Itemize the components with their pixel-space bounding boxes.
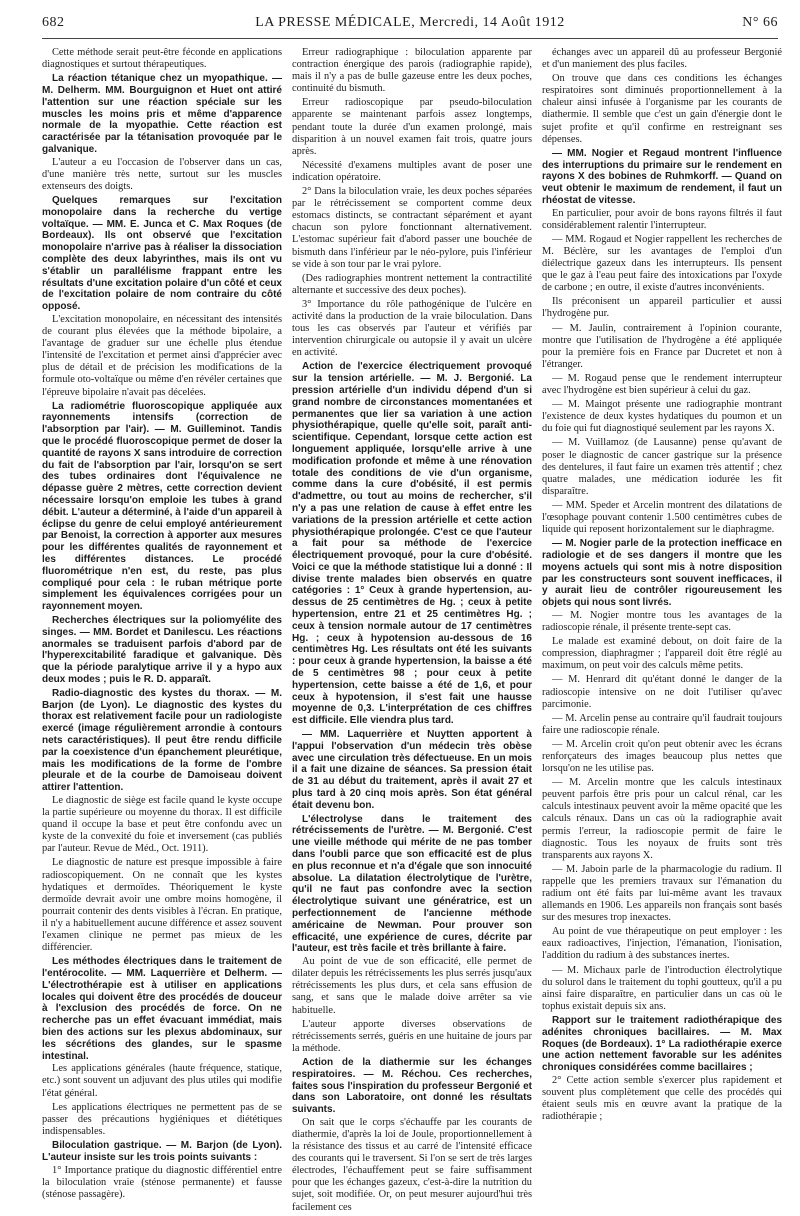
body-paragraph: Cette méthode serait peut-être féconde en applications diagnostiques et surtout thérapeutiques. <box>42 47 282 71</box>
body-paragraph: Le diagnostic de nature est presque impossible à faire radioscopiquement. On ne connaît que les kystes hydatiques et dermoïdes. Théoriquement le kyste dermoïde devrait avoir une ombre moins homogène, il pourrait contenir des dents visibles à l'écran. En pratique, il n'y a habituellement aucune différence et assez souvent l'examen clinique ne permet pas mieux de les différencier. <box>42 857 282 954</box>
body-paragraph: Les applications générales (haute fréquence, statique, etc.) sont souvent un adjuvant des plus utiles qui modifie l'état général. <box>42 1063 282 1099</box>
body-paragraph: — MM. Speder et Arcelin montrent des dilatations de l'œsophage pouvant contenir 1.500 centimètres cubes de liquide qui reposent horizontalement sur le diaphragme. <box>542 499 782 536</box>
section-heading-paragraph: Recherches électriques sur la poliomyélite des singes. — MM. Bordet et Danilescu. Les réactions anormales se traduisent parfois d'abord par de l'hyperexcitabilité faradique et galvanique. Dès que la période paralytique arrive il y a hypo aux deux modes ; puis le R. D. apparaît. <box>42 615 282 685</box>
body-paragraph: Au point de vue de son efficacité, elle permet de dilater depuis les rétrécissements les plus serrés jusqu'aux rétrécissements les plus durs, et cela sans effusion de sang, et sans que le malade doive arrêter sa vie habituelle. <box>292 956 532 1016</box>
body-paragraph: On trouve que dans ces conditions les échanges respiratoires sont diminués proportionnellement à la chaleur ainsi infusée à l'organisme par les courants de diathermie. Il semble que c'est un gain d'énergie dont le sujet profite et qu'il confirme en restreignant ses dépenses. <box>542 73 782 145</box>
section-heading-paragraph: L'électrolyse dans le traitement des rétrécissements de l'urètre. — M. Bergonié. C'est une vieille méthode qui mérite de ne pas tomber dans l'oubli parce que son efficacité est de plus en plus reconnue et n'a d'égale que son innocuité absolue. La dilatation électrolytique de l'urètre, qu'il ne faut pas confondre avec la section électrolytique suivant une génératrice, est un perfectionnement de l'ancienne méthode américaine de Newman. Pour prouver son efficacité, une expérience de cures, décrite par l'auteur, est très facile et très brillante à faire. <box>292 813 532 955</box>
section-heading-paragraph: La réaction tétanique chez un myopathique. — M. Delherm. MM. Bourguignon et Huet ont attiré l'attention sur une réaction spéciale sur les muscles les moins pris et même d'apparence normale de la myopathie. Cette réaction est caractérisée par la tétanisation provoquée par le galvanique. <box>42 73 282 155</box>
column-left <box>42 47 282 1216</box>
body-paragraph: — M. Nogier montre tous les avantages de la radioscopie rénale, il présente trente-sept cas. <box>542 609 782 634</box>
section-heading-paragraph: Quelques remarques sur l'excitation monopolaire dans la recherche du vertige voltaïque. — MM. E. Junca et C. Max Roques (de Bordeaux). Ils ont observé que l'excitation monopolaire n'arrive pas à réaliser la dissociation complète des deux labyrinthes, mais ils ont vu s'établir un parallélisme frappant entre les résultats d'une excitation polaire d'un côté et ceux de l'excitation polaire de nom contraire du côté opposé. <box>42 195 282 313</box>
body-paragraph: — M. Arcelin montre que les calculs intestinaux peuvent parfois être pris pour un calcul rénal, car les calculs intestinaux peuvent avoir la même opacité que les calculs rénaux. Dans un cas où la radiographie avait permis l'erreur, la radioscopie permit de faire le diagnostic. Tous les noyaux de fruits sont très transparents aux rayons X. <box>542 777 782 861</box>
body-paragraph: 2° Dans la biloculation vraie, les deux poches séparées par le rétrécissement se comportent comme deux estomacs distincts, se contractant séparément et ayant chacun son pylore fonctionnant alternativement. L'estomac supérieur fait d'abord passer une bouchée de bismuth dans l'inférieur par le néo-pylore, puis l'inférieur se vide à son tour par le vrai pylore. <box>292 186 532 270</box>
body-paragraph: 2° Cette action semble s'exercer plus rapidement et souvent plus complètement que celle des procédés qui étaient seuls mis en œuvre avant la pratique de la radiothérapie ; <box>542 1074 782 1123</box>
section-heading-paragraph: La radiométrie fluoroscopique appliquée aux rayonnements intensifs (correction de l'absorption par l'air). — M. Guilleminot. Tandis que le procédé fluoroscopique permet de doser la quantité de rayons X sans introduire de correction du fait de l'absorption par l'air, lorsqu'on se sert des tubes ordinaires dont l'équivalence ne dépasse guère 2 mètres, cette correction devient nécessaire lorsqu'on emploie les tubes à grand débit. L'auteur a déterminé, à l'aide d'un appareil à éclipse du genre de celui employé antérieurement par Benoist, la correction à apporter aux mesures pour les différentes qualités de rayonnement et les différentes distances. Le procédé fluorométrique n'en est, du reste, pas plus compliqué pour cela : le ruban métrique porte simplement les équivalences corrigées pour un rayonnement moyen. <box>42 400 282 613</box>
body-paragraph: L'auteur apporte diverses observations de rétrécissements serrés, guéris en une huitaine de jours par la méthode. <box>292 1018 532 1054</box>
body-paragraph: L'auteur a eu l'occasion de l'observer dans un cas, d'une manière très nette, surtout sur les muscles extenseurs des doigts. <box>42 156 282 192</box>
body-paragraph: Le diagnostic de siège est facile quand le kyste occupe la partie supérieure ou moyenne du thorax. Il est difficile quand il occupe la base et peut être confondu avec un kyste de la convexité du foie et inversement (cas publiés par l'auteur. Revue de Méd., Oct. 1911). <box>42 794 282 855</box>
section-heading-paragraph: — MM. Laquerrière et Nuytten apportent à l'appui l'observation d'un médecin très obèse avec une circulation très défectueuse. En un mois il a fait une dizaine de séances. Sa pression était de 31 au début du traitement, après il avait 27 et plus tard à 20 cinq mois après. Son état général était devenu bon. <box>292 729 532 811</box>
body-paragraph: Erreur radiographique : biloculation apparente par contraction énergique des parois (radiographie rapide), mais il n'y a pas de bulle gazeuse entre les deux poches, continuité du bismuth. <box>292 47 532 95</box>
body-paragraph: — M. Rogaud pense que le rendement interrupteur avec l'hydrogène est bien supérieur à celui du gaz. <box>542 372 782 397</box>
page-number: 682 <box>42 15 65 30</box>
body-paragraph: échanges avec un appareil dû au professeur Bergonié et d'un maniement des plus faciles. <box>542 47 782 71</box>
body-paragraph: Erreur radioscopique par pseudo-biloculation apparente se maintenant parfois assez longtemps, pendant toute la durée d'un examen prolongé, mais disparition à un nouvel examen fait trois, quatre jours après. <box>292 97 532 157</box>
text-columns <box>42 47 782 1213</box>
body-paragraph: — M. Henrard dit qu'étant donné le danger de la radioscopie intensive on ne doit l'utiliser qu'avec parcimonie. <box>542 674 782 710</box>
body-paragraph: — M. Michaux parle de l'introduction électrolytique du solurol dans le traitement du tophi goutteux, qu'il a pu ainsi faire disparaître, en particulier dans un cas où le tophus existait depuis six ans. <box>542 964 782 1012</box>
section-heading-paragraph: Action de l'exercice électriquement provoqué sur la tension artérielle. — M. J. Bergonié. La pression artérielle d'un individu dépend d'un si grand nombre de circonstances momentanées et permanentes que lier sa variation à une action physiothérapique, quelle qu'elle soit, paraît anti-scientifique. Cependant, lorsque cette action est longuement appliquée, lorsqu'elle arrive à une modification profonde et même à une rénovation totale des conditions de vie d'un organisme, comme dans la cure d'obésité, il est permis d'admettre, ou tout au moins de rechercher, s'il n'y a pas une relation de cause à effet entre les variations de la pression artérielle et cette action physiothérapique prolongée. C'est ce que l'auteur a fait pour sa méthode de l'exercice électriquement provoqué, pour la cure d'obésité. Voici ce que la méthode statistique lui a donné : Il divise trente malades bien observés en quatre catégories : 1° Ceux à grande hypertension, au-dessus de 25 centimètres de Hg. ; ceux à petite hypertension, entre 21 et 25 centimètres Hg. ; ceux à tension normale autour de 17 centimètres Hg. ; ceux à hypotension au-dessous de 16 centimètres Hg. Les résultats ont été les suivants : pour ceux à grande hypertension, la baisse a été de 5 centimètres 98 ; pour ceux à petite hypertension, cette baisse a été de 1,6, et pour ceux à hypotension, il s'est fait une hausse moyenne de 0,3. L'interprétation de ces chiffres est difficile. Elle viendra plus tard. <box>292 361 532 727</box>
issue-number: N° 66 <box>742 15 778 30</box>
body-paragraph: — M. Maingot présente une radiographie montrant l'existence de deux kystes hydatiques du poumon et un du foie qui fut diagnostiqué seulement par les rayons X. <box>542 399 782 435</box>
section-heading-paragraph: Les méthodes électriques dans le traitement de l'entérocolite. — MM. Laquerrière et Delherm. — L'électrothérapie est à utiliser en applications locales qui doivent être des procédés de douceur à l'exclusion des procédés de force. On ne recherche pas un effet évacuant immédiat, mais bien des actions sur les plexus abdominaux, sur les sécrétions des glandes, sur le spasme intestinal. <box>42 956 282 1062</box>
body-paragraph: L'excitation monopolaire, en nécessitant des intensités de courant plus élevées que la méthode bipolaire, a l'avantage de graduer sur une échelle plus étendue l'intensité de l'excitation et permet ainsi d'apprécier avec plus de détail et de précision les modifications de la formule oto-voltaïque ou même d'en révéler certaines que l'épreuve bipolaire n'avait pas décelées. <box>42 314 282 398</box>
body-paragraph: En particulier, pour avoir de bons rayons filtrés il faut considérablement ralentir l'interrupteur. <box>542 207 782 231</box>
body-paragraph: 1° Importance pratique du diagnostic différentiel entre la biloculation vraie (sténose permanente) et fausse (sténose passagère). <box>42 1164 282 1200</box>
body-paragraph: — M. Arcelin pense au contraire qu'il faudrait toujours faire une radioscopie rénale. <box>542 712 782 736</box>
body-paragraph: Les applications électriques ne permettent pas de se passer des précautions hygiéniques et diététiques indispensables. <box>42 1101 282 1137</box>
column-middle <box>292 47 532 1216</box>
body-paragraph: — M. Vuillamoz (de Lausanne) pense qu'avant de poser le diagnostic de cancer gastrique sur la présence des dentelures, il faut faire un examen très attentif ; chez quatre malades, une médication iodurée les fit disparaître. <box>542 437 782 497</box>
column-right <box>542 47 782 1216</box>
body-paragraph: On sait que le corps s'échauffe par les courants de diathermie, d'après la loi de Joule, proportionnellement à la résistance des tissus et au carré de l'intensité efficace des courants qui le traversent. Si l'on se sert de très larges électrodes, l'échauffement peut se faire suffisamment pour que les échanges gazeux, c'est-à-dire la nutrition du sujet, soit modifiée. Or, on peut mesurer aujourd'hui très facilement ces <box>292 1116 532 1213</box>
journal-title: LA PRESSE MÉDICALE, Mercredi, 14 Août 1912 <box>255 15 565 30</box>
body-paragraph: — M. Jaulin, contrairement à l'opinion courante, montre que l'utilisation de l'hydrogène a été appliquée pour la première fois en France par Ducretet et non à l'étranger. <box>542 322 782 370</box>
page-header <box>42 15 778 35</box>
body-paragraph: (Des radiographies montrent nettement la contractilité alternante et successive des deux poches). <box>292 272 532 296</box>
body-paragraph: 3° Importance du rôle pathogénique de l'ulcère en activité dans la production de la vraie biloculation. Dans tous les cas observés par l'auteur et vérifiés par intervention chirurgicale ou autopsie il y avait un ulcère en activité. <box>292 298 532 359</box>
body-paragraph: Le malade est examiné debout, on doit faire de la compression, diaphragmer ; l'appareil doit être réglé au maximum, on peut voir des calculs même petits. <box>542 636 782 672</box>
body-paragraph: — MM. Rogaud et Nogier rappellent les recherches de M. Béclère, sur les avantages de l'emploi d'un diélectrique gazeux dans les interrupteurs. Ils pensent que le gaz à l'eau peut faire des intoxications par l'oxyde de carbone ; en outre, il existe d'autres inconvénients. <box>542 233 782 294</box>
body-paragraph: — M. Jaboin parle de la pharmacologie du radium. Il rappelle que les premiers travaux sur l'émanation du radium ont été faits par lui-même avant les travaux allemands en 1906. Les appareils non français sont basés sur des mesures trop inexactes. <box>542 863 782 924</box>
section-heading-paragraph: — M. Nogier parle de la protection inefficace en radiologie et de ses dangers il montre que les moyens actuels qui sont mis à notre disposition par les constructeurs sont souvent inefficaces, il y aurait lieu de contrôler rigoureusement les objets qui nous sont livrés. <box>542 538 782 609</box>
body-paragraph: Nécessité d'examens multiples avant de poser une indication opératoire. <box>292 159 532 183</box>
body-paragraph: — M. Arcelin croit qu'on peut obtenir avec les écrans renforçateurs des images beaucoup plus nettes que lorsqu'on ne les utilise pas. <box>542 738 782 775</box>
section-heading-paragraph: Rapport sur le traitement radiothérapique des adénites chroniques bacillaires. — M. Max Roques (de Bordeaux). 1° La radiothérapie exerce une action nettement favorable sur les adénites chroniques considérées comme bacillaires ; <box>542 1014 782 1074</box>
section-heading-paragraph: Action de la diathermie sur les échanges respiratoires. — M. Réchou. Ces recherches, faites sous l'inspiration du professeur Bergonié et dans son Laboratoire, ont donné les résultats suivants. <box>292 1056 532 1116</box>
section-heading-paragraph: Biloculation gastrique. — M. Barjon (de Lyon). L'auteur insiste sur les trois points suivants : <box>42 1139 282 1163</box>
body-paragraph: Ils préconisent un appareil particulier et aussi l'hydrogène pur. <box>542 296 782 320</box>
section-heading-paragraph: Radio-diagnostic des kystes du thorax. — M. Barjon (de Lyon). Le diagnostic des kystes du thorax est relativement facile pour un radiologiste exercé (image régulièrement arrondie à contours nets caractéristiques). Il peut être rendu difficile par la coexistence d'un épanchement pleurétique, mais les modifications de la forme de l'ombre pleurale et de la courbe de Damoiseau doivent attirer l'attention. <box>42 687 282 794</box>
section-heading-paragraph: — MM. Nogier et Regaud montrent l'influence des interruptions du primaire sur le rendement en rayons X des bobines de Ruhmkorff. — Quand on veut obtenir le maximum de rendement, il faut un rhéostat de vitesse. <box>542 147 782 206</box>
body-paragraph: Au point de vue thérapeutique on peut employer : les eaux radioactives, l'injection, l'émanation, l'ionisation, l'addition du radium à des substances inertes. <box>542 926 782 962</box>
header-rule <box>42 38 778 39</box>
